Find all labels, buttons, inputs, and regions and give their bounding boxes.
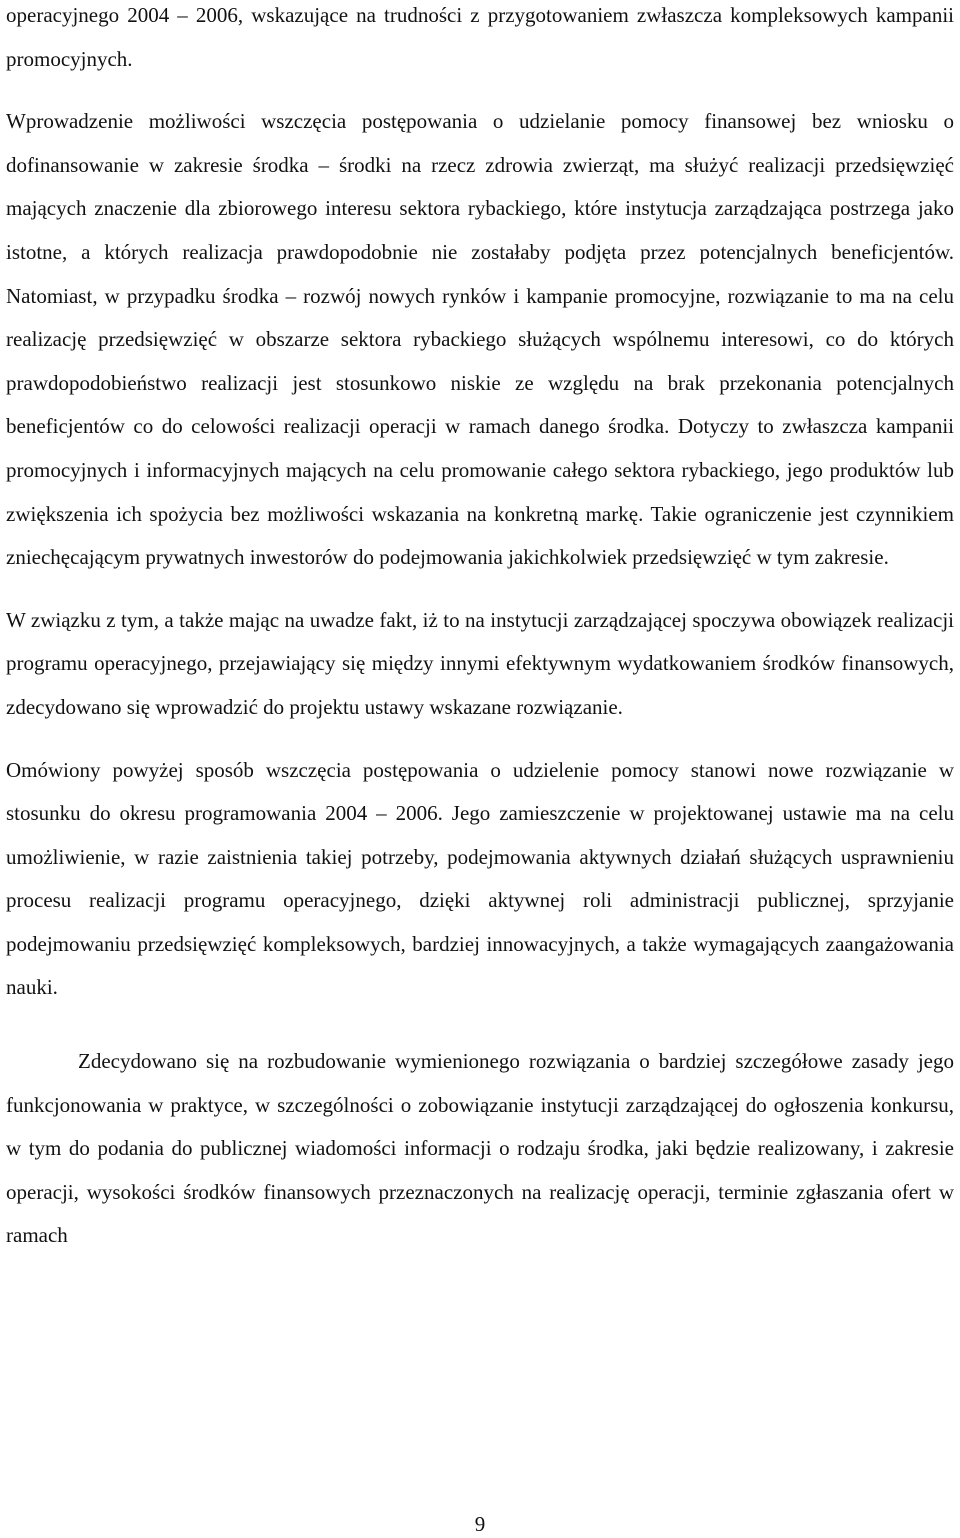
document-body [6,0,954,1277]
paragraph-continuation: operacyjnego 2004 – 2006, wskazujące na trudności z przygotowaniem zwłaszcza kompleksowych kampanii promocyjnych. [6,3,954,71]
page-number: 9 [474,1512,486,1536]
paragraph-managing-authority-obligation: W związku z tym, a także mając na uwadze fakt, iż to na instytucji zarządzającej spoczywa obowiązek realizacji programu operacyjnego, przejawiający się między innymi efektywnym wydatkowaniem środków finansowych, zdecydowano się wprowadzić do projektu ustawy wskazane rozwiązanie. [6,607,954,719]
paragraph-competition-rules: Zdecydowano się na rozbudowanie wymienionego rozwiązania o bardziej szczegółowe zasady jego funkcjonowania w praktyce, w szczególności o zobowiązanie instytucji zarządzającej do ogłoszenia konkursu, w tym do podania do publicznej wiadomości informacji o rodzaju środka, jaki będzie realizowany, i zakresie operacji, wysokości środków finansowych przeznaczonych na realizację operacji, terminie zgłaszania ofert w ramach [6,1049,954,1248]
paragraph-procedure-without-application: Wprowadzenie możliwości wszczęcia postępowania o udzielanie pomocy finansowej bez wniosku o dofinansowanie w zakresie środka – środki na rzecz zdrowia zwierząt, ma służyć realizacji przedsięwzięć mających znaczenie dla zbiorowego interesu sektora rybackiego, które instytucja zarządzająca postrzega jako istotne, a których realizacja prawdopodobnie nie zostałaby podjęta przez potencjalnych beneficjentów. Natomiast, w przypadku środka – rozwój nowych rynków i kampanie promocyjne, rozwiązanie to ma na celu realizację przedsięwzięć w obszarze sektora rybackiego służących wspólnemu interesowi, co do których prawdopodobieństwo realizacji jest stosunkowo niskie ze względu na brak przekonania potencjalnych beneficjentów co do celowości realizacji operacji w ramach danego środka. Dotyczy to zwłaszcza kampanii promocyjnych i informacyjnych mających na celu promowanie całego sektora rybackiego, jego produktów lub zwiększenia ich spożycia bez możliwości wskazania na konkretną markę. Takie ograniczenie jest czynnikiem zniechęcającym prywatnych inwestorów do podejmowania jakichkolwiek przedsięwzięć w tym zakresie. [6,109,954,570]
paragraph-new-solution: Omówiony powyżej sposób wszczęcia postępowania o udzielenie pomocy stanowi nowe rozwiązanie w stosunku do okresu programowania 2004 – 2006. Jego zamieszczenie w projektowanej ustawie ma na celu umożliwienie, w razie zaistnienia takiej potrzeby, podejmowania aktywnych działań służących usprawnieniu procesu realizacji programu operacyjnego, dzięki aktywnej roli administracji publicznej, sprzyjanie podejmowaniu przedsięwzięć kompleksowych, bardziej innowacyjnych, a także wymagających zaangażowania nauki. [6,757,954,1000]
